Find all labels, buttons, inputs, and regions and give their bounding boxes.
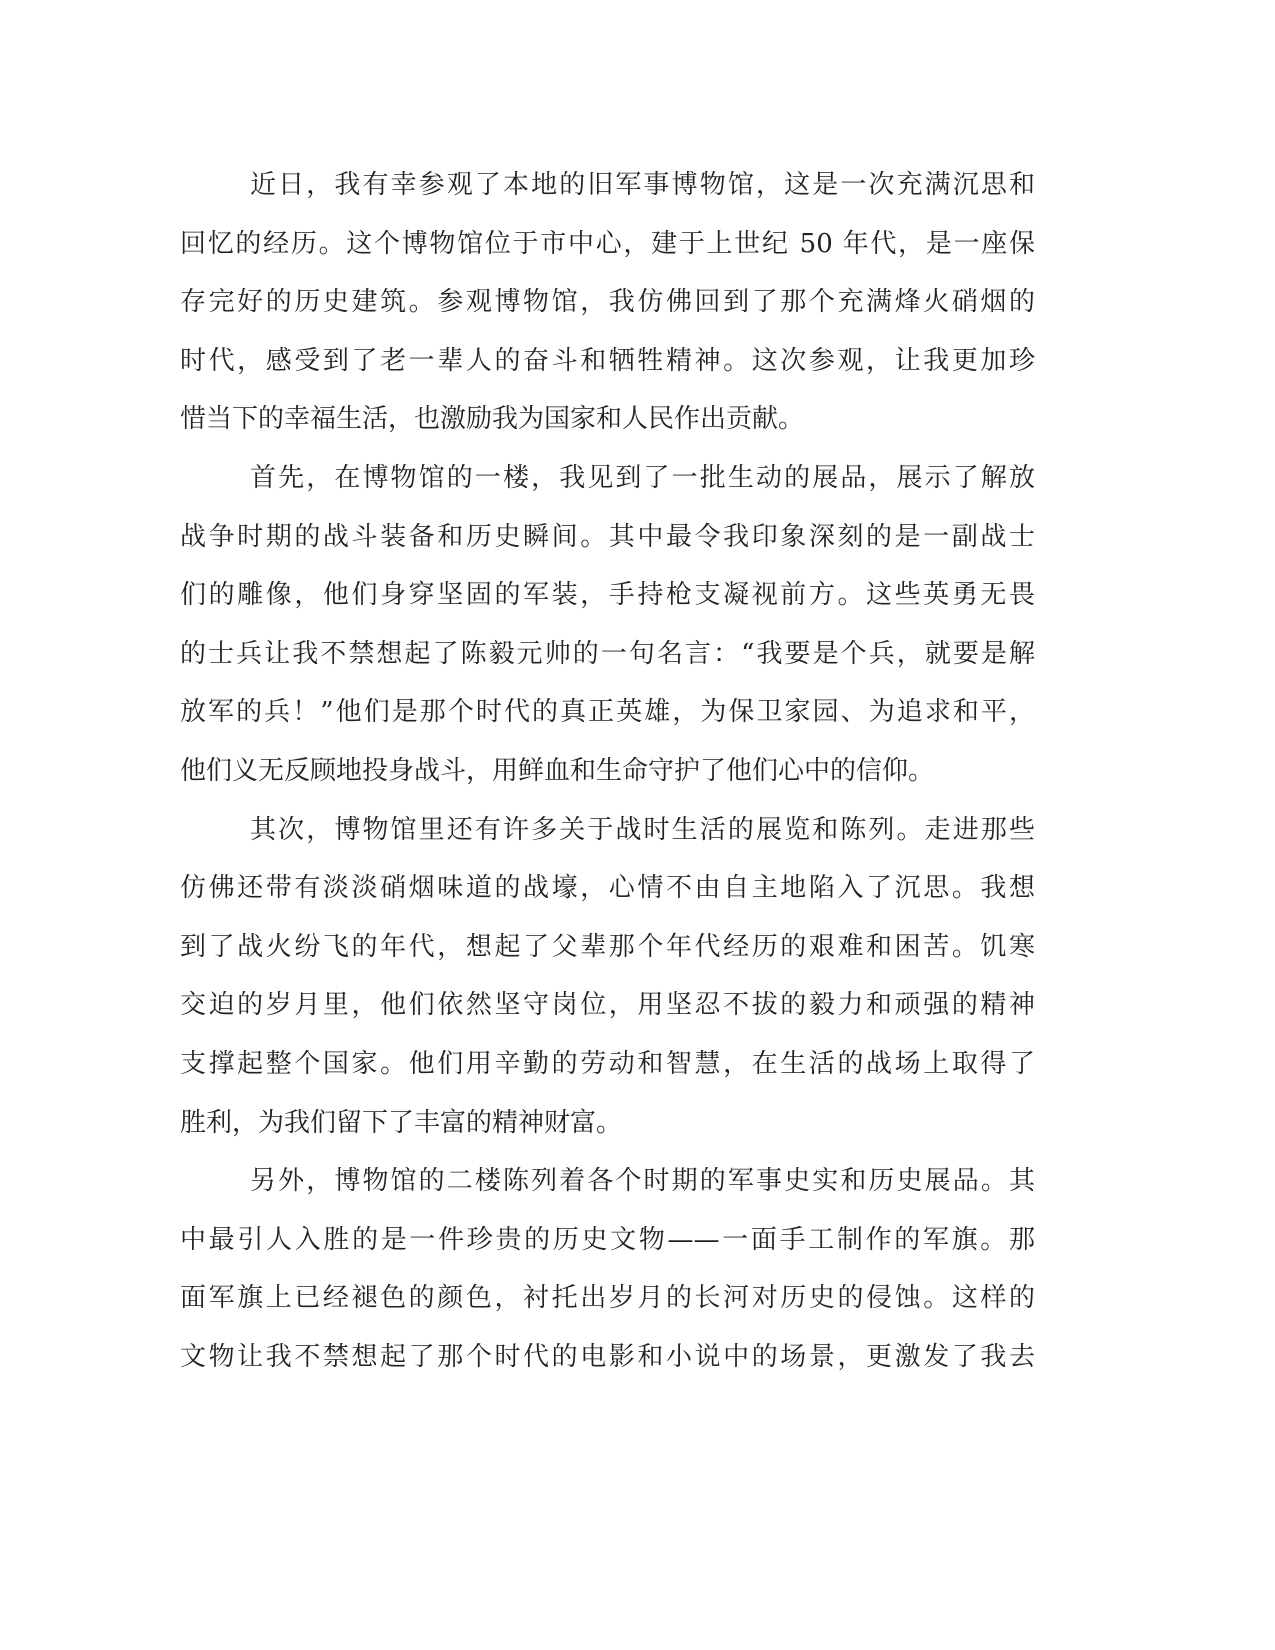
text-line: 中最引人入胜的是一件珍贵的历史文物——一面手工制作的军旗。那 [180,1224,1035,1255]
text-line: 的士兵让我不禁想起了陈毅元帅的一句名言：“我要是个兵，就要是解 [180,638,1035,669]
text-line: 他们义无反顾地投身战斗，用鲜血和生命守护了他们心中的信仰。 [180,755,935,786]
text-line: 存完好的历史建筑。参观博物馆，我仿佛回到了那个充满烽火硝烟的 [180,287,1035,318]
text-line: 回忆的经历。这个博物馆位于市中心，建于上世纪 50 年代，是一座保 [180,228,1035,259]
text-line: 胜利，为我们留下了丰富的精神财富。 [180,1107,623,1138]
text-line: 们的雕像，他们身穿坚固的军装，手持枪支凝视前方。这些英勇无畏 [180,580,1035,611]
paragraph-3 [180,801,1035,1153]
text-line: 文物让我不禁想起了那个时代的电影和小说中的场景，更激发了我去 [180,1341,1035,1372]
body-text [180,156,1035,1386]
text-line: 面军旗上已经褪色的颜色，衬托出岁月的长河对历史的侵蚀。这样的 [180,1283,1035,1314]
text-line: 其次，博物馆里还有许多关于战时生活的展览和陈列。走进那些 [250,814,1035,845]
text-line: 到了战火纷飞的年代，想起了父辈那个年代经历的艰难和困苦。饥寒 [180,931,1035,962]
text-line: 惜当下的幸福生活，也激励我为国家和人民作出贡献。 [180,404,805,435]
text-line: 另外，博物馆的二楼陈列着各个时期的军事史实和历史展品。其 [250,1166,1035,1197]
text-line: 近日，我有幸参观了本地的旧军事博物馆，这是一次充满沉思和 [250,170,1035,200]
text-line: 放军的兵！”他们是那个时代的真正英雄，为保卫家园、为追求和平， [180,697,1035,728]
text-line: 时代，感受到了老一辈人的奋斗和牺牲精神。这次参观，让我更加珍 [180,345,1035,376]
text-line: 支撑起整个国家。他们用辛勤的劳动和智慧，在生活的战场上取得了 [180,1048,1035,1079]
text-line: 交迫的岁月里，他们依然坚守岗位，用坚忍不拔的毅力和顽强的精神 [180,990,1035,1021]
text-line: 战争时期的战斗装备和历史瞬间。其中最令我印象深刻的是一副战士 [180,521,1035,552]
text-line: 仿佛还带有淡淡硝烟味道的战壕，心情不由自主地陷入了沉思。我想 [180,873,1035,904]
paragraph-4 [180,1152,1035,1386]
paragraph-2 [180,449,1035,801]
text-line: 首先，在博物馆的一楼，我见到了一批生动的展品，展示了解放 [250,462,1035,493]
paragraph-1 [180,156,1035,449]
